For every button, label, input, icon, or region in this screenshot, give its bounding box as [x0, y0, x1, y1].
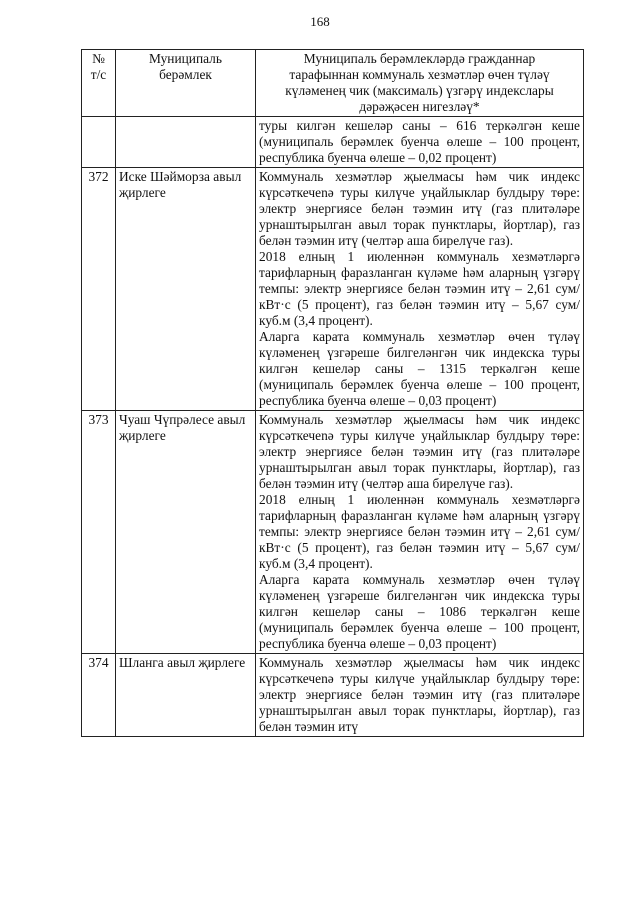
justification-paragraph: туры килгән кешеләр саны – 616 теркәлгән кеше (муниципаль берәмлек буенча өлеше – 100 процент, республика буенча өлеше – 0,02 процент)	[259, 118, 580, 165]
header-municipality-line: берәмлек	[159, 67, 212, 82]
header-number-line: т/с	[90, 67, 107, 82]
page-number: 168	[310, 14, 330, 29]
row-justification	[256, 117, 584, 168]
header-number	[82, 50, 116, 117]
header-justification-line: Муниципаль берәмлекләрдә гражданнар	[303, 51, 536, 66]
row-municipality: Шланга авыл җирлеге	[116, 654, 256, 737]
justification-paragraph: Аларга карата коммуналь хезмәтләр өчен түләү күләменең үзгәреше билгеләнгән чик индекска туры килгән кешеләр саны – 1315 теркәлгән кеше (муниципаль берәмлек буенча өлеше – 100 процент, республика буенча өлеше – 0,03 процент)	[259, 329, 580, 408]
header-municipality	[116, 50, 256, 117]
table-row	[82, 117, 584, 168]
row-number: 373	[82, 411, 116, 654]
header-justification	[256, 50, 584, 117]
justification-paragraph: Аларга карата коммуналь хезмәтләр өчен түләү күләменең үзгәреше билгеләнгән чик индекска туры килгән кешеләр саны – 1086 теркәлгән кеше (муниципаль берәмлек буенча өлеше – 100 процент, республика буенча өлеше – 0,03 процент)	[259, 572, 580, 651]
row-municipality: Иске Шәйморза авыл җирлеге	[116, 168, 256, 411]
header-municipality-line: Муниципаль	[149, 51, 222, 66]
row-justification	[256, 411, 584, 654]
justification-paragraph: Коммуналь хезмәтләр җыелмасы һәм чик индекс күрсәткечenә туры килүче уңайлыклар булдыру төре: электр энергиясе белән тәэмин итү (газ плитәләре урнаштырылган авыл торак пунктлары, йортлар), газ белән тәэмин итү (челтәр аша бирелүче газ).	[259, 169, 580, 248]
header-justification-line: дәрәҗәсен нигезләү*	[359, 99, 480, 114]
row-justification	[256, 654, 584, 737]
table-row	[82, 168, 584, 411]
justification-paragraph: 2018 елның 1 июленнән коммуналь хезмәтләргә тарифларның фаразланган күләме һәм аларның үзгәрү темпы: электр энергиясе белән тәэмин итү – 2,61 сум/кВт·с (5 процент), газ белән тәэмин итү – 5,67 сум/куб.м (3,4 процент).	[259, 249, 580, 328]
row-justification	[256, 168, 584, 411]
header-justification-line: күләменең чик (максималь) үзгәрү индекслары	[285, 83, 554, 98]
justification-paragraph: Коммуналь хезмәтләр җыелмасы һәм чик индекс күрсәткечenә туры килүче уңайлыклар булдыру төре: электр энергиясе белән тәэмин итү (газ плитәләре урнаштырылган авыл торак пунктлары, йортлар), газ белән тәэмин итү	[259, 655, 580, 734]
row-number: 372	[82, 168, 116, 411]
header-number-line: №	[92, 51, 105, 66]
table-row	[82, 654, 584, 737]
table-row	[82, 411, 584, 654]
row-number: 374	[82, 654, 116, 737]
utilities-index-table	[81, 49, 584, 737]
table-header-row	[82, 50, 584, 117]
row-municipality	[116, 117, 256, 168]
justification-paragraph: 2018 елның 1 июленнән коммуналь хезмәтләргә тарифларның фаразланган күләме һәм аларның үзгәрү темпы: электр энергиясе белән тәэмин итү – 2,61 сум/кВт·с (5 процент), газ белән тәэмин итү – 5,67 сум/куб.м (3,4 процент).	[259, 492, 580, 571]
row-municipality: Чуаш Чүпрәлесе авыл җирлеге	[116, 411, 256, 654]
row-number	[82, 117, 116, 168]
justification-paragraph: Коммуналь хезмәтләр җыелмасы һәм чик индекс күрсәткечenә туры килүче уңайлыклар булдыру төре: электр энергиясе белән тәэмин итү (газ плитәләре урнаштырылган авыл торак пунктлары, йортлар), газ белән тәэмин итү (челтәр аша бирелүче газ).	[259, 412, 580, 491]
header-justification-line: тарафыннан коммуналь хезмәтләр өчен түләү	[289, 67, 550, 82]
